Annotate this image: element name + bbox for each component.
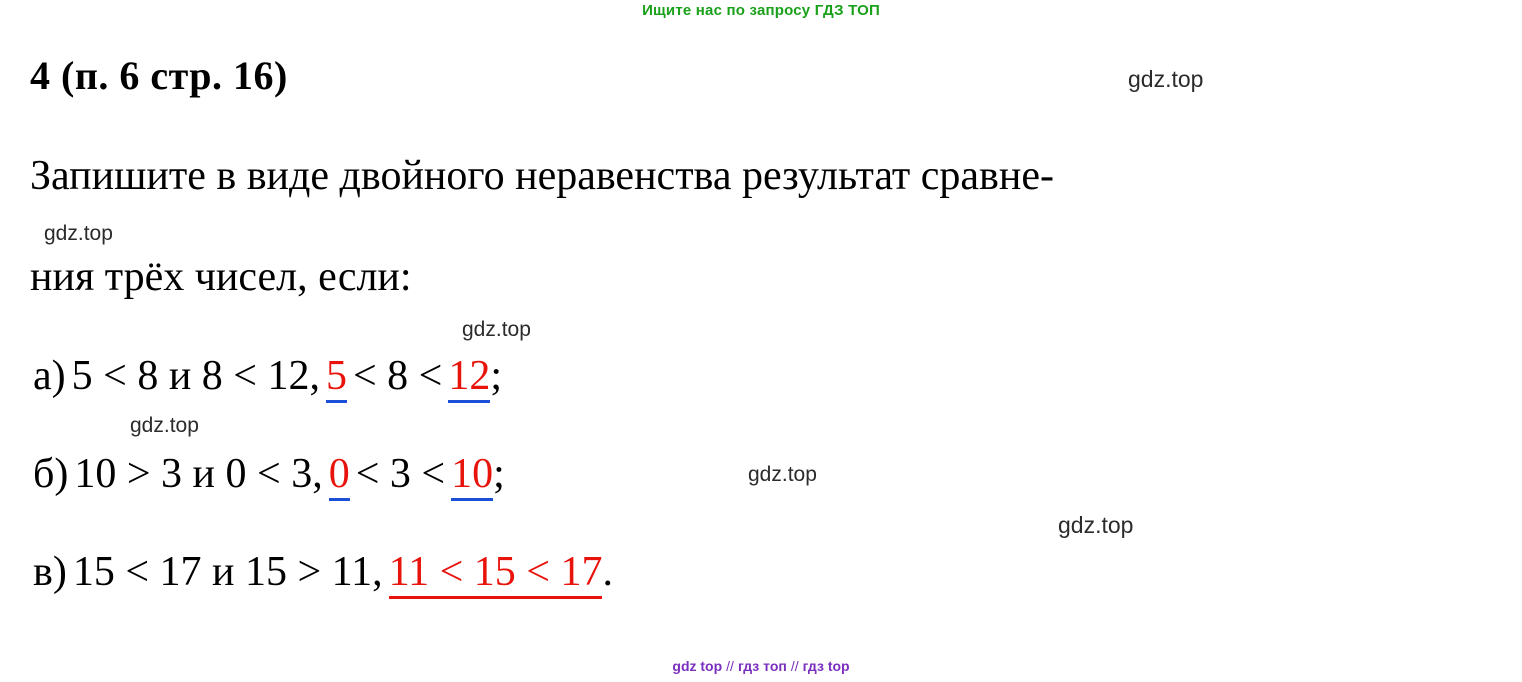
answer-a-middle: < 8 < [353, 353, 443, 399]
answer-v-value: 11 < 15 < 17 [389, 549, 603, 599]
answer-a-tail: ; [490, 353, 503, 399]
answer-line-v [33, 548, 613, 596]
answer-b-middle: < 3 < [355, 451, 446, 497]
bottom-promo-text-1: gdz top [672, 658, 723, 674]
answer-b-value-2: 10 [451, 451, 493, 501]
answer-a-given: 5 < 8 и 8 < 12, [71, 353, 320, 399]
answer-line-a [33, 352, 502, 400]
bottom-promo-banner [0, 658, 1522, 674]
task-statement-line-2: ния трёх чисел, если: [30, 254, 412, 300]
bottom-promo-separator-1: // [726, 658, 734, 674]
watermark-center-middle: gdz.top [748, 463, 817, 486]
task-statement-line-1: Запишите в виде двойного неравенства результат сравне- [30, 153, 1054, 199]
answer-b-given: 10 > 3 и 0 < 3, [74, 451, 323, 497]
watermark-right-lower: gdz.top [1058, 512, 1134, 538]
answer-v-label: в) [33, 549, 67, 595]
watermark-center-upper: gdz.top [462, 318, 531, 341]
page-title: 4 (п. 6 стр. 16) [30, 53, 288, 98]
watermark-left-upper: gdz.top [44, 222, 113, 245]
answer-a-value-1: 5 [326, 353, 347, 403]
bottom-promo-separator-2: // [790, 658, 799, 674]
answer-b-label: б) [33, 451, 69, 497]
watermark-top-right: gdz.top [1128, 66, 1204, 92]
top-promo-banner: Ищите нас по запросу ГДЗ ТОП [642, 2, 880, 19]
answer-a-label: а) [33, 353, 66, 399]
answer-b-tail: ; [493, 451, 505, 497]
bottom-promo-text-2: гдз топ [737, 658, 787, 674]
answer-a-value-2: 12 [448, 353, 490, 403]
watermark-left-middle: gdz.top [130, 414, 199, 437]
answer-line-b [33, 450, 505, 498]
answer-v-tail: . [602, 549, 613, 595]
answer-b-value-1: 0 [329, 451, 350, 501]
answer-v-given: 15 < 17 и 15 > 11, [72, 549, 383, 595]
bottom-promo-text-3: гдз top [802, 658, 850, 674]
